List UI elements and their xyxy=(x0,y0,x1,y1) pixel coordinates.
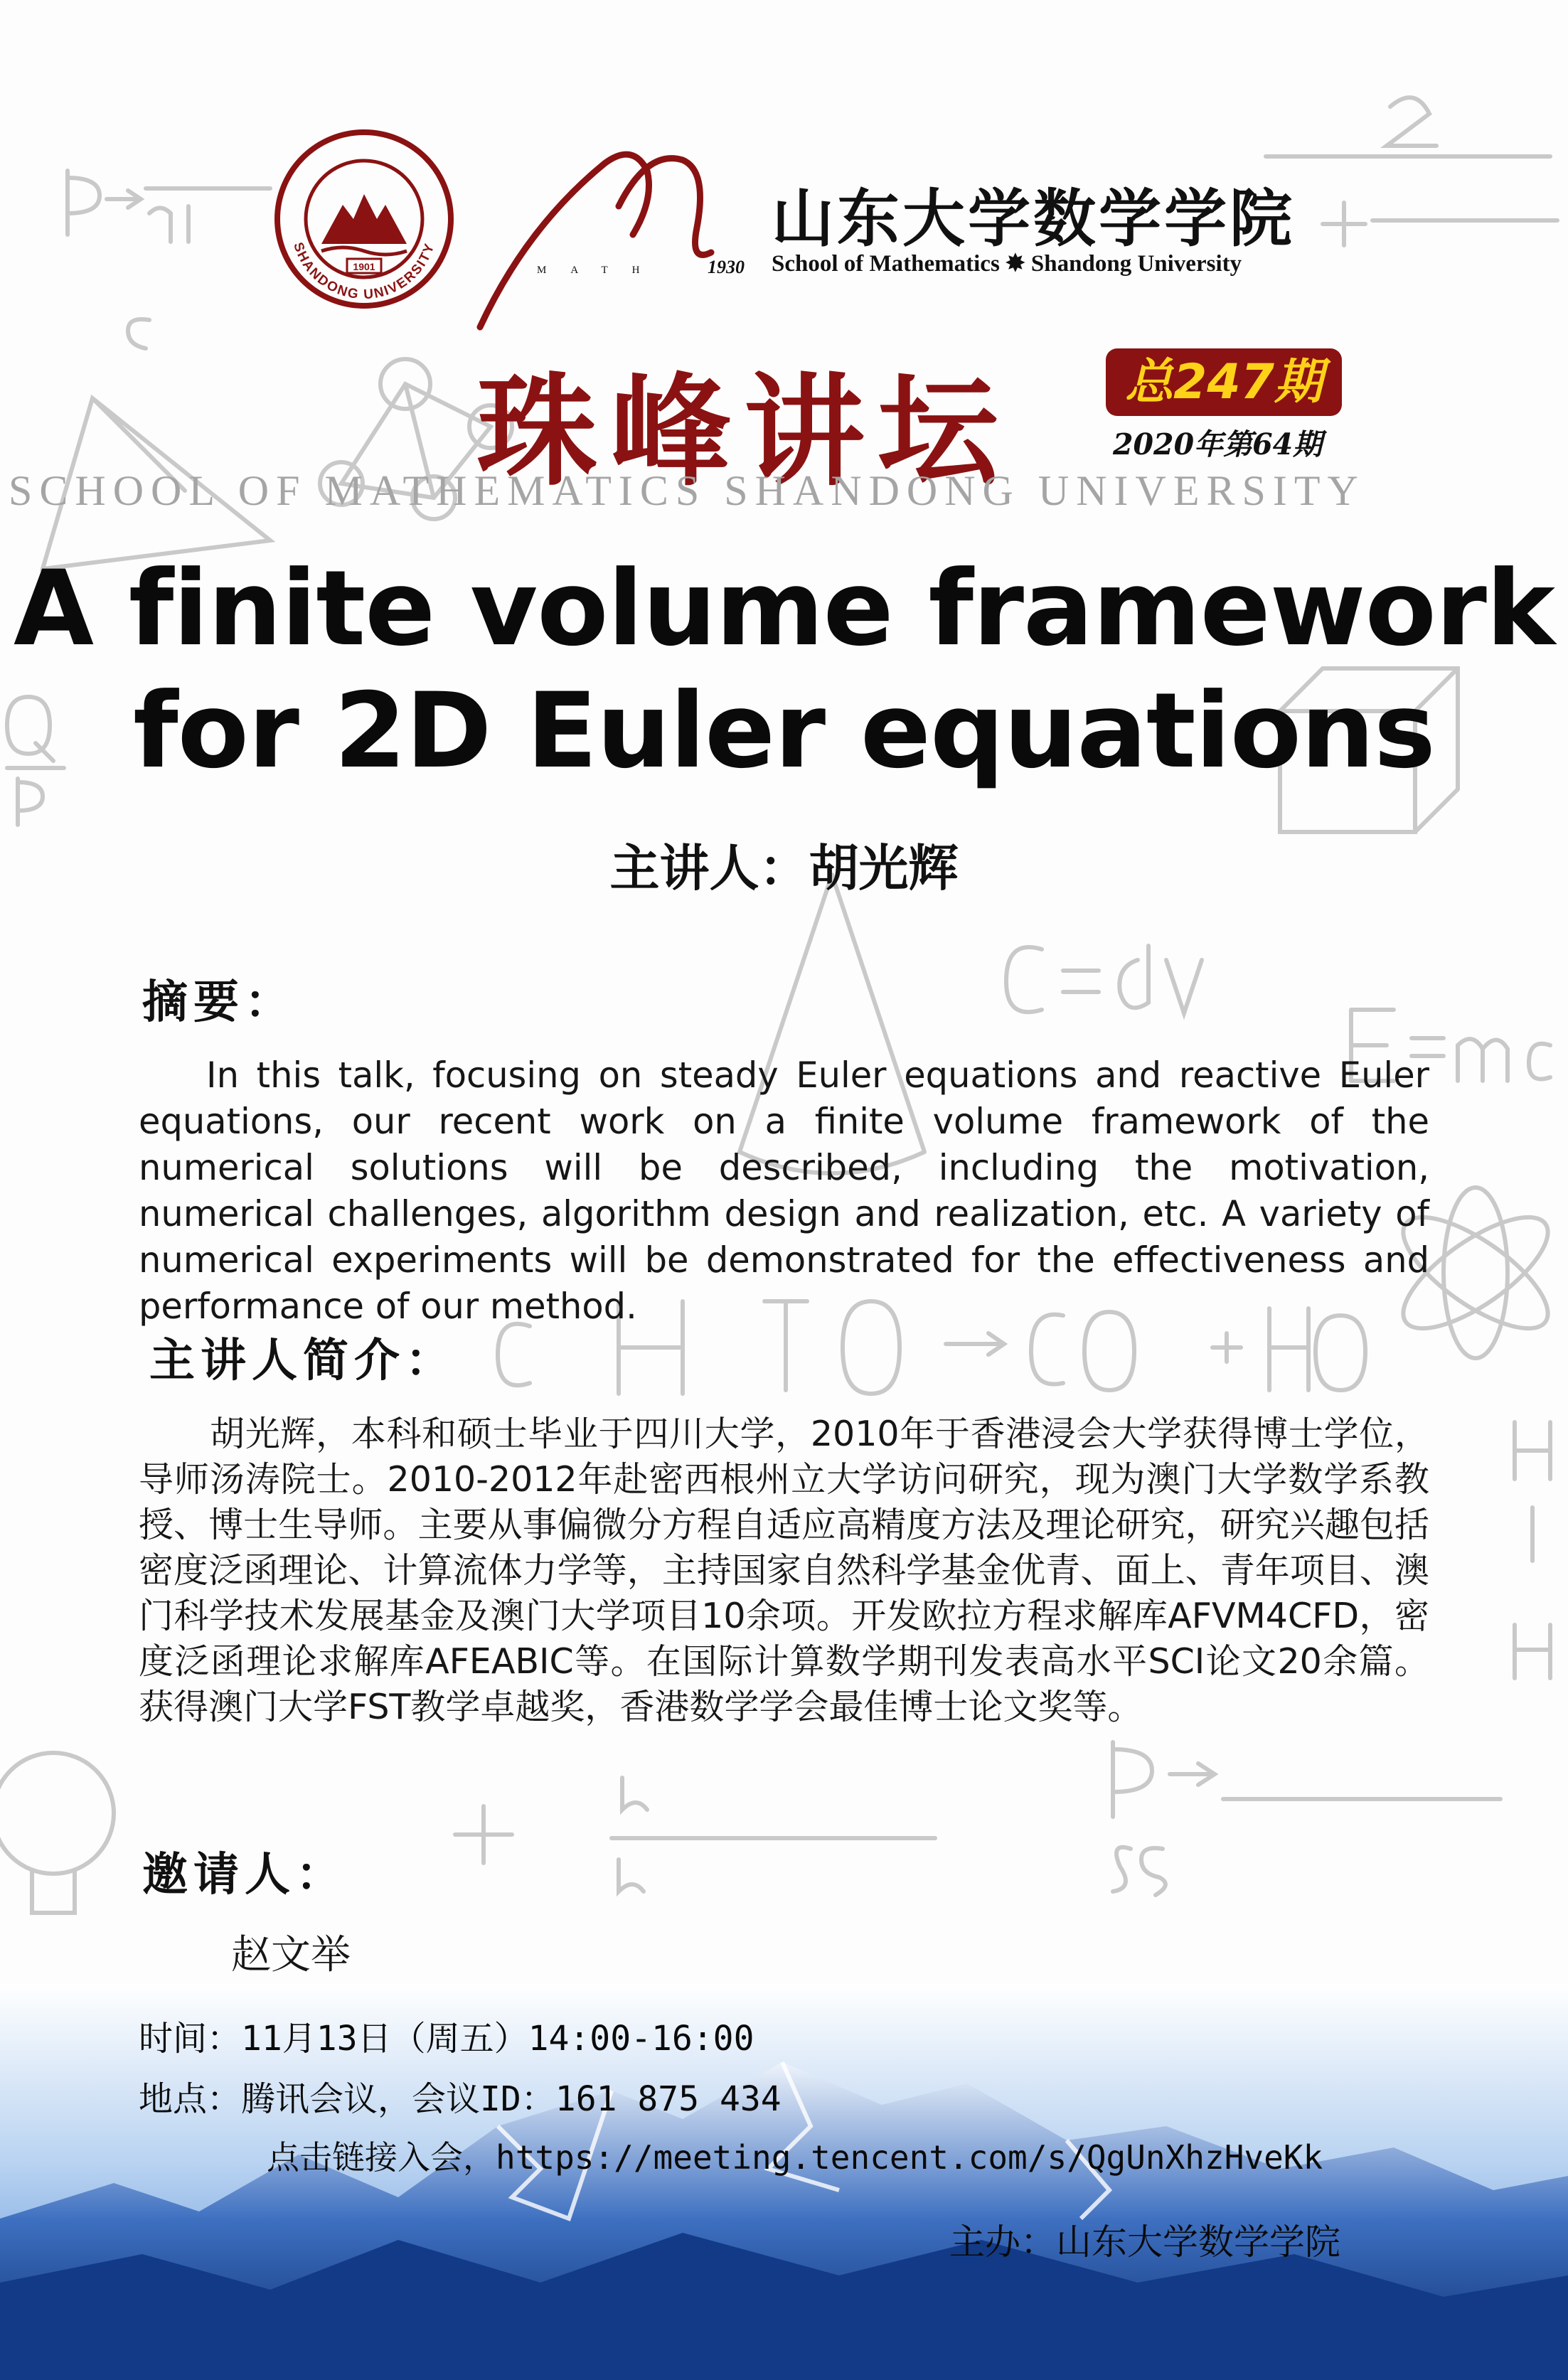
organizer: 主办：山东大学数学学院 xyxy=(949,2221,1340,2263)
school-banner-en: SCHOOL OF MATHEMATICS SHANDONG UNIVERSITY xyxy=(9,467,1365,514)
speaker: 主讲人：胡光辉 xyxy=(609,838,959,897)
school-name-en: School of Mathematics ✸ Shandong University xyxy=(772,251,1242,277)
talk-title-line-2: for 2D Euler equations xyxy=(133,671,1435,791)
talk-title xyxy=(0,548,1568,792)
math-1930-logo xyxy=(469,121,768,334)
math-logo-year: 1930 xyxy=(708,257,745,277)
bio-heading: 主讲人简介： xyxy=(149,1334,457,1387)
bio-text: 胡光辉，本科和硕士毕业于四川大学，2010年于香港浸会大学获得博士学位，导师汤涛院士。2010-2012年赴密西根州立大学访问研究，现为澳门大学数学系教授、博士生导师。主要从事偏微分方程自适应高精度方法及理论研究，研究兴趣包括密度泛函理论、计算流体力学等，主持国家自然科学基金优青、面上、青年项目、澳门科学技术发展基金及澳门大学项目10余项。开发欧拉方程求解库AFVM4CFD，密度泛函理论求解库AFEABIC等。在国际计算数学期刊发表高水平SCI论文20余篇。获得澳门大学FST教学卓越奖，香港数学学会最佳博士论文奖等。 xyxy=(139,1414,1429,1727)
issue-badge: 总247期 xyxy=(1106,348,1342,416)
abstract-text: In this talk, focusing on steady Euler equations and reactive Euler equations, our recent work on a finite volume framework of the numerical solutions will be described, including the motivation, numerical challenges, algorithm design and realization, etc. A variety of numerical experiments will be demonstrated for the effectiveness and performance of our method. xyxy=(139,1055,1429,1327)
school-name-cn: 山东大学数学学院 xyxy=(772,181,1296,255)
event-time: 时间：11月13日（周五）14:00-16:00 xyxy=(139,2019,754,2059)
seal-year: 1901 xyxy=(353,261,375,272)
inviter-heading: 邀请人： xyxy=(142,1848,347,1901)
abstract-heading: 摘要： xyxy=(142,976,296,1029)
issue-subtitle: 2020年第64期 xyxy=(1113,427,1323,461)
event-place: 地点：腾讯会议，会议ID：161 875 434 xyxy=(139,2079,782,2119)
talk-title-line-1: A finite volume framework xyxy=(14,548,1554,669)
math-logo-text: MATH xyxy=(537,265,664,276)
inviter-name: 赵文举 xyxy=(231,1932,351,1978)
seal-text: SHANDONG UNIVERSITY xyxy=(290,240,438,303)
meeting-link[interactable]: 点击链接入会，https://meeting.tencent.com/s/QgUnXhzHveKk xyxy=(267,2138,1323,2177)
forum-title: 珠峰讲坛 xyxy=(476,361,1012,503)
shandong-university-seal xyxy=(272,127,457,311)
